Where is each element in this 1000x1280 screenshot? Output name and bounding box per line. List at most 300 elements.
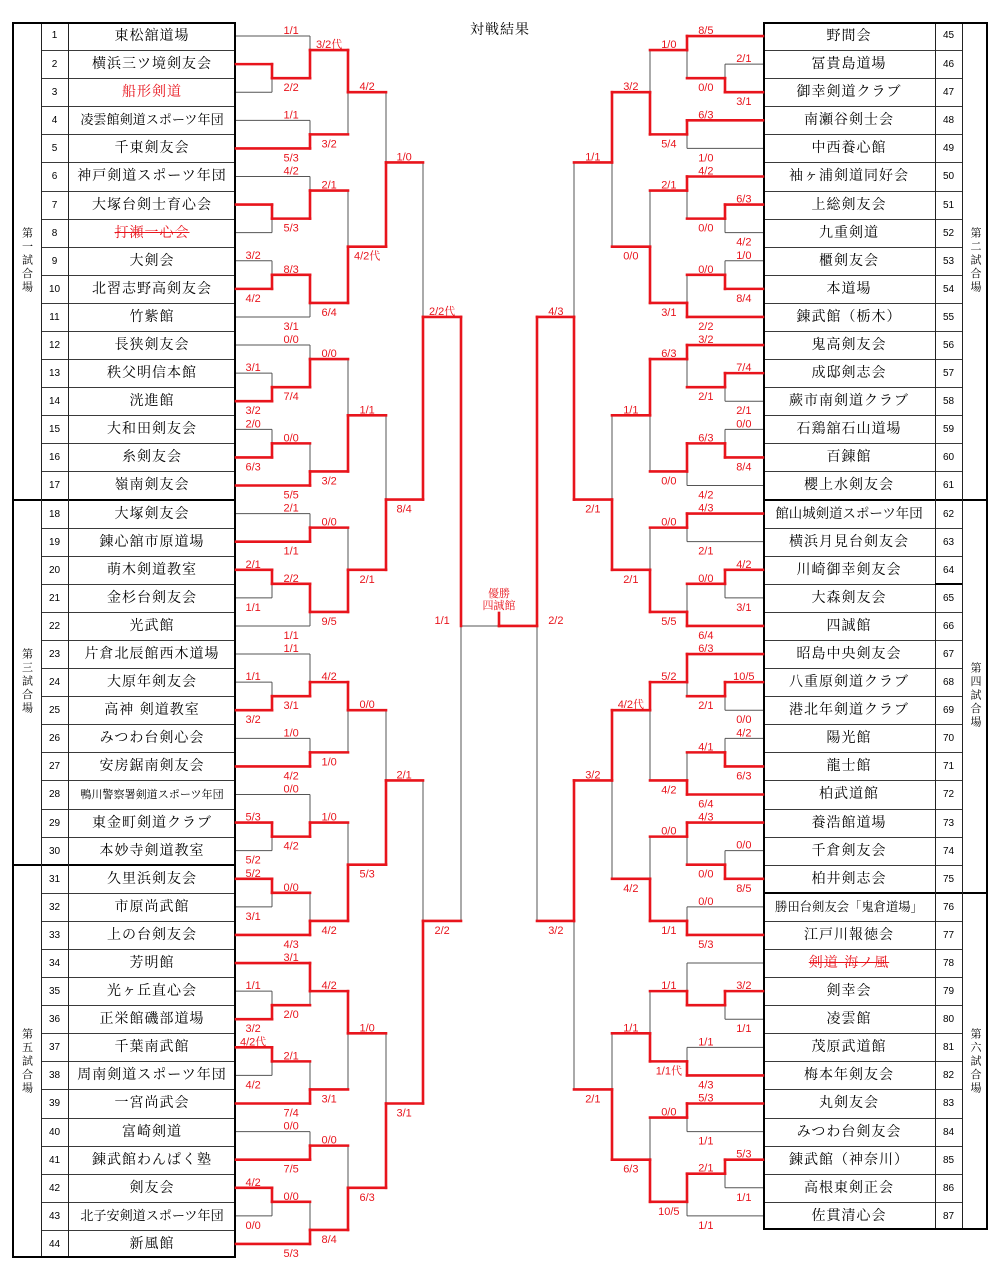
score-label: 4/3: [283, 938, 299, 951]
team-name: 大森剣友会: [811, 589, 887, 606]
team-row: [763, 162, 962, 190]
team-name: 上総剣友会: [811, 196, 887, 213]
team-name: 四誠館: [826, 617, 872, 634]
score-label: 5/3: [283, 1247, 299, 1260]
team-number: 64: [942, 564, 955, 576]
score-label: 2/2: [698, 320, 714, 333]
score-label: 3/1: [283, 700, 299, 713]
team-row: [763, 387, 962, 415]
team-name: 中西養心館: [811, 140, 887, 157]
team-name: 陽光館: [826, 730, 872, 747]
venue-label: [12, 500, 41, 865]
score-label: 4/2: [321, 924, 337, 937]
score-label: 4/2: [698, 165, 714, 178]
team-number: 23: [48, 649, 61, 660]
team-number: 44: [48, 1238, 61, 1250]
team-row: [763, 612, 962, 640]
team-row: [41, 331, 236, 359]
team-name: 野間会: [826, 28, 872, 44]
team-row: [763, 22, 962, 50]
score-label: 5/2: [245, 854, 261, 867]
score-label: 4/3: [698, 502, 714, 515]
team-number: 30: [48, 845, 61, 857]
team-name: 館山城剣道スポーツ年団: [775, 506, 923, 522]
score-label: 1/1: [623, 1022, 639, 1035]
score-label: 1/1: [661, 924, 677, 937]
team-row: [41, 78, 236, 106]
team-number: 36: [48, 1014, 61, 1026]
score-label: 4/3: [548, 305, 564, 318]
team-row: [41, 977, 236, 1005]
team-number: 60: [942, 452, 955, 464]
team-row: [41, 752, 236, 780]
score-label: 7/4: [283, 1107, 299, 1120]
team-name: 安房鋸南剣友会: [99, 758, 205, 775]
venue-divider: [12, 499, 236, 501]
team-name: 港北年剣道クラブ: [789, 702, 909, 719]
team-name: 糸剣友会: [122, 449, 182, 466]
bracket-lines-red: [236, 36, 763, 1244]
team-number: 74: [942, 845, 955, 857]
team-name: 昭島中央剣友会: [796, 646, 902, 662]
team-name: 竹紫館: [129, 308, 175, 325]
score-label: 5/3: [283, 222, 299, 235]
score-label: 2/1: [698, 545, 714, 558]
score-label: 0/0: [661, 516, 677, 529]
score-label: 5/3: [359, 868, 375, 881]
score-label: 1/0: [736, 249, 752, 262]
team-row: [763, 724, 962, 752]
venue-label-text: 第一試合場: [20, 227, 34, 295]
score-label: 4/2: [736, 558, 752, 571]
score-label: 2/1: [698, 700, 714, 713]
team-number: 31: [48, 873, 61, 885]
score-label: 4/2: [245, 292, 261, 305]
team-row: [41, 1118, 236, 1146]
score-label: 1/1: [585, 151, 601, 164]
venue-label-text: 第二試合場: [969, 227, 982, 295]
score-label: 1/1: [283, 643, 299, 656]
team-row: [41, 415, 236, 443]
team-row: [763, 556, 962, 584]
score-label: 1/0: [321, 811, 337, 824]
team-number: 83: [942, 1098, 955, 1110]
score-label: 0/0: [283, 432, 299, 445]
team-row: [763, 640, 962, 668]
team-name: 袖ヶ浦剣道同好会: [789, 168, 909, 185]
team-number: 52: [942, 227, 955, 239]
score-label: 6/3: [661, 348, 677, 361]
score-label: 3/2: [736, 980, 752, 993]
team-number: 39: [48, 1098, 61, 1110]
score-label: 4/2: [736, 727, 752, 740]
team-name: 櫃剣友会: [819, 252, 879, 269]
team-row: [41, 1174, 236, 1202]
score-label: 2/1: [283, 1050, 299, 1063]
venue-label-text: 第五試合場: [20, 1027, 34, 1096]
team-number: 20: [48, 564, 61, 576]
venue-label: [12, 865, 41, 1258]
team-number: 32: [48, 901, 61, 913]
page-title: 対戦結果: [470, 22, 530, 38]
team-row: [763, 359, 962, 387]
team-row: [763, 668, 962, 696]
team-row: [763, 106, 962, 134]
score-label: 4/2代: [240, 1036, 267, 1049]
score-label: 4/2: [245, 1176, 261, 1189]
score-label: 2/0: [245, 418, 261, 431]
team-row: [763, 1061, 962, 1089]
team-row: [41, 134, 236, 162]
team-number: 48: [942, 115, 955, 127]
team-number: 27: [48, 761, 61, 773]
team-number: 63: [942, 536, 955, 548]
team-number: 19: [48, 536, 61, 548]
team-row: [763, 415, 962, 443]
team-number: 51: [942, 199, 955, 211]
team-number: 46: [942, 59, 955, 71]
score-label: 5/3: [698, 1092, 714, 1105]
team-row: [41, 500, 236, 528]
team-name: 富崎剣道: [122, 1123, 182, 1140]
team-number: 68: [942, 677, 955, 689]
team-row: [763, 1146, 962, 1174]
team-number: 80: [942, 1014, 955, 1026]
team-name: 勝田台剣友会「鬼倉道場」: [775, 899, 923, 914]
score-label: 0/0: [321, 348, 337, 361]
final-score-left: 1/1: [434, 614, 450, 627]
team-name: 佐貫清心会: [811, 1207, 887, 1224]
score-label: 7/5: [283, 1163, 299, 1176]
team-row: [41, 1005, 236, 1033]
team-name: 洸進館: [129, 393, 175, 410]
team-name: 千東剣友会: [114, 140, 190, 157]
team-name: 本妙寺剣道教室: [99, 842, 205, 859]
team-name: 錬武館わんぱく塾: [92, 1151, 212, 1168]
team-number: 67: [942, 649, 955, 660]
team-row: [763, 247, 962, 275]
score-label: 4/3: [698, 811, 714, 824]
score-label: 5/3: [736, 1148, 752, 1161]
team-name: 大原年剣友会: [107, 674, 197, 691]
team-name: 周南剣道スポーツ年団: [77, 1067, 227, 1084]
team-name: 大塚剣友会: [114, 505, 190, 522]
team-row: [763, 219, 962, 247]
team-number: 41: [48, 1154, 61, 1166]
team-name: 錬心舘市原道場: [99, 533, 205, 550]
score-label: 1/0: [396, 151, 412, 164]
team-row: [763, 1118, 962, 1146]
team-row: [763, 1174, 962, 1202]
team-row: [41, 1089, 236, 1117]
score-label: 0/0: [736, 839, 752, 852]
team-name: 剣幸会: [826, 983, 872, 1000]
team-number: 17: [48, 480, 61, 492]
team-row: [763, 500, 962, 528]
team-name: 鴨川警察署剣道スポーツ年団: [80, 788, 224, 802]
score-label: 0/0: [321, 1134, 337, 1147]
team-number: 15: [48, 424, 61, 436]
score-label: 3/2: [245, 249, 261, 262]
team-name: 片倉北辰館西木道場: [84, 646, 220, 662]
score-labels: [240, 25, 755, 1260]
score-label: 1/1: [283, 109, 299, 122]
column-divider: [41, 22, 42, 1258]
team-number: 3: [51, 87, 58, 99]
team-number: 40: [48, 1126, 61, 1138]
team-number: 26: [48, 733, 61, 745]
team-name: 冨貴島道場: [811, 56, 887, 73]
team-number: 50: [942, 171, 955, 183]
champion-label: 優勝: [488, 587, 510, 600]
team-name: 八重原剣道クラブ: [789, 674, 909, 691]
team-name: 千葉南武館: [114, 1039, 190, 1056]
score-label: 5/3: [283, 152, 299, 165]
score-label: 6/3: [245, 461, 261, 474]
team-name: 丸剣友会: [819, 1095, 879, 1112]
team-number: 13: [48, 368, 61, 380]
team-name: 嶺南剣友会: [114, 477, 190, 494]
team-row: [41, 162, 236, 190]
venue-label: [12, 22, 41, 500]
team-name: 蕨市南剣道クラブ: [789, 393, 909, 410]
team-row: [41, 303, 236, 331]
team-name: 打瀬一心会: [114, 224, 190, 241]
score-label: 2/1: [396, 769, 412, 782]
score-label: 1/1: [283, 545, 299, 558]
score-label: 10/5: [733, 671, 755, 684]
score-label: 8/5: [736, 882, 752, 895]
team-number: 54: [942, 283, 955, 295]
team-row: [763, 1005, 962, 1033]
venue-divider: [12, 864, 236, 866]
score-label: 0/0: [283, 783, 299, 796]
score-label: 4/2: [283, 840, 299, 853]
team-row: [41, 387, 236, 415]
team-number: 45: [942, 30, 955, 41]
team-number: 34: [48, 958, 61, 969]
score-label: 5/3: [698, 938, 714, 951]
team-number: 55: [942, 311, 955, 323]
team-number: 49: [942, 143, 955, 155]
score-label: 1/1: [698, 1036, 714, 1049]
team-number: 71: [942, 761, 955, 773]
score-label: 0/0: [698, 868, 714, 881]
score-label: 8/3: [283, 263, 299, 276]
team-number: 66: [942, 620, 955, 632]
team-name: 百錬館: [826, 449, 872, 466]
score-label: 3/1: [396, 1107, 412, 1120]
score-label: 0/0: [661, 825, 677, 838]
team-number: 59: [942, 424, 955, 436]
team-number: 42: [48, 1182, 61, 1194]
team-number: 11: [49, 311, 60, 323]
score-label: 3/1: [736, 96, 752, 109]
team-number: 35: [48, 986, 61, 998]
team-name: 新風館: [129, 1235, 175, 1252]
team-row: [41, 443, 236, 471]
score-label: 4/3: [698, 1079, 714, 1092]
team-name: 龍士館: [826, 758, 872, 775]
score-label: 3/2: [623, 81, 639, 94]
score-label: 1/1: [359, 404, 375, 417]
score-label: 2/1: [245, 558, 261, 571]
team-number: 5: [51, 143, 58, 155]
team-name: 北習志野高剣友会: [92, 280, 212, 297]
team-name: 高根東剣正会: [804, 1179, 894, 1196]
team-row: [763, 134, 962, 162]
score-label: 1/1: [283, 629, 299, 642]
team-number: 18: [48, 508, 61, 520]
team-number: 21: [48, 592, 61, 604]
team-row: [763, 78, 962, 106]
score-label: 2/2代: [429, 305, 456, 318]
venue-divider: [763, 892, 988, 894]
team-number: 79: [942, 986, 955, 998]
team-name: 剣友会: [129, 1179, 175, 1196]
team-name: 光ヶ丘直心会: [107, 983, 197, 1000]
team-name: 錬武館（栃木）: [796, 308, 902, 325]
score-label: 2/1: [585, 503, 601, 516]
score-label: 2/1: [283, 502, 299, 515]
team-row: [41, 584, 236, 612]
team-number: 4: [51, 115, 58, 127]
final-score-right: 2/2: [548, 614, 564, 627]
team-name: 川崎御幸剣友会: [796, 561, 902, 578]
team-row: [763, 1089, 962, 1117]
score-label: 8/4: [396, 503, 412, 516]
score-label: 9/5: [321, 615, 337, 628]
team-name: 東金町剣道クラブ: [92, 814, 212, 831]
score-label: 8/4: [736, 292, 752, 305]
team-name: 大塚台剣士育心会: [92, 196, 212, 213]
team-number: 82: [942, 1070, 955, 1082]
score-label: 0/0: [283, 334, 299, 347]
venue-label-text: 第四試合場: [969, 662, 982, 730]
team-name: 錬武館（神奈川）: [789, 1151, 909, 1168]
team-number: 81: [942, 1042, 955, 1054]
score-label: 5/2: [245, 867, 261, 880]
team-number: 76: [942, 901, 955, 913]
score-label: 1/1: [698, 1219, 714, 1232]
score-label: 0/0: [698, 572, 714, 585]
score-label: 1/0: [283, 727, 299, 740]
score-label: 5/2: [661, 671, 677, 684]
team-number: 24: [48, 677, 61, 689]
score-label: 2/1: [359, 573, 375, 586]
score-label: 0/0: [698, 263, 714, 276]
score-label: 4/2: [698, 489, 714, 502]
team-number: 58: [942, 396, 955, 408]
score-label: 2/1: [661, 179, 677, 192]
team-number: 85: [942, 1154, 955, 1166]
team-number: 72: [942, 789, 955, 801]
team-name: 千倉剣友会: [811, 842, 887, 859]
team-name: 鬼高剣友会: [811, 337, 887, 353]
team-row: [41, 50, 236, 78]
score-label: 4/2: [321, 980, 337, 993]
score-label: 6/4: [698, 629, 714, 642]
team-row: [763, 893, 962, 921]
score-label: 5/5: [283, 489, 299, 502]
team-number: 75: [942, 873, 955, 885]
team-row: [763, 1033, 962, 1061]
bracket-lines-black: [236, 36, 763, 1230]
team-number: 28: [48, 789, 61, 801]
team-row: [41, 359, 236, 387]
score-label: 1/0: [359, 1022, 375, 1035]
team-row: [763, 1202, 962, 1230]
team-name: 上の台剣友会: [107, 926, 197, 943]
team-number: 9: [51, 255, 58, 267]
column-divider: [962, 22, 963, 1230]
team-row: [763, 443, 962, 471]
score-label: 1/1: [283, 25, 299, 38]
score-label: 1/1: [245, 980, 261, 993]
venue-label: [962, 500, 988, 893]
team-name: 萌木剣道教室: [107, 561, 197, 578]
team-row: [41, 1061, 236, 1089]
team-number: 37: [48, 1042, 61, 1054]
team-row: [763, 977, 962, 1005]
score-label: 4/2代: [617, 699, 644, 712]
score-label: 0/0: [661, 1106, 677, 1119]
team-number: 56: [942, 340, 955, 351]
team-name: 一宮尚武会: [114, 1095, 190, 1112]
team-row: [41, 106, 236, 134]
score-label: 4/2: [245, 1079, 261, 1092]
score-label: 1/1代: [655, 1065, 682, 1078]
team-number: 1: [51, 30, 58, 41]
team-row: [41, 1146, 236, 1174]
team-number: 73: [942, 817, 955, 829]
venue-label-text: 第六試合場: [969, 1027, 982, 1096]
team-name: 凌雲館: [826, 1011, 872, 1028]
score-label: 6/3: [736, 770, 752, 783]
score-label: 3/1: [661, 306, 677, 319]
score-label: 0/0: [283, 1120, 299, 1133]
score-label: 4/2: [359, 81, 375, 94]
team-row: [763, 275, 962, 303]
team-name: 成邸剣志会: [811, 365, 887, 382]
team-name: 久里浜剣友会: [107, 870, 197, 887]
team-number: 62: [942, 508, 955, 520]
score-label: 3/2: [321, 138, 337, 151]
team-name: 柏井剣志会: [811, 870, 887, 887]
team-row: [763, 780, 962, 808]
score-label: 6/3: [736, 193, 752, 206]
team-row: [763, 50, 962, 78]
score-label: 4/2: [321, 671, 337, 684]
team-number: 16: [48, 452, 61, 464]
score-label: 6/4: [698, 798, 714, 811]
team-row: [41, 275, 236, 303]
team-number: 47: [942, 87, 955, 99]
score-label: 6/3: [359, 1191, 375, 1204]
team-row: [41, 696, 236, 724]
team-row: [763, 331, 962, 359]
team-row: [763, 921, 962, 949]
team-row: [41, 219, 236, 247]
score-label: 3/2: [585, 769, 601, 782]
team-name: 凌雲館剣道スポーツ年団: [80, 113, 224, 129]
team-name: 本道場: [826, 280, 872, 297]
team-number: 78: [942, 958, 955, 969]
score-label: 0/0: [736, 714, 752, 727]
score-label: 4/2: [661, 784, 677, 797]
team-row: [763, 584, 962, 612]
score-label: 3/1: [245, 362, 261, 375]
